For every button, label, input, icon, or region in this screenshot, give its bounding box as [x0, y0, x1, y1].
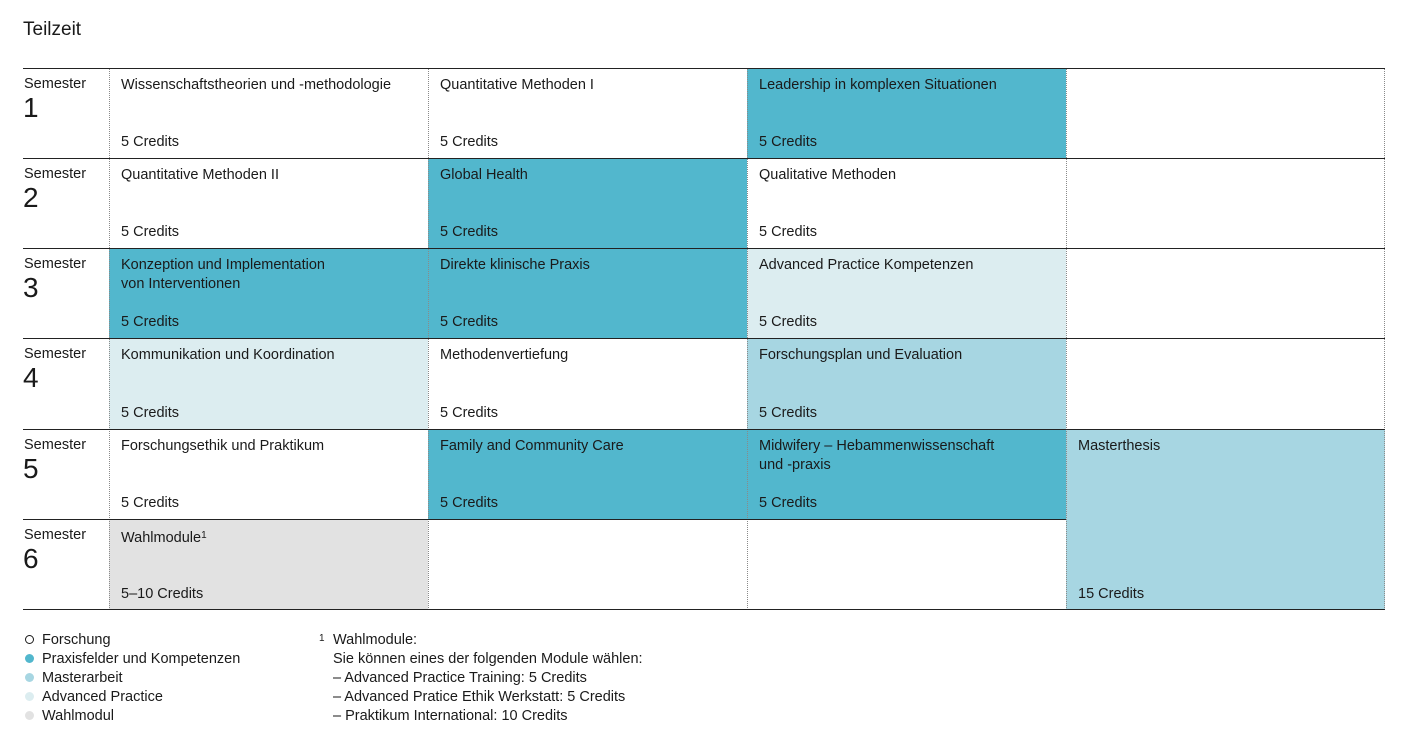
semester-word: Semester: [24, 437, 87, 453]
module-name: Direkte klinische Praxis: [440, 257, 590, 273]
module-credits: 5 Credits: [121, 134, 180, 150]
semester-word: Semester: [24, 346, 87, 362]
module-cell: [109, 519, 428, 610]
column-divider: [109, 68, 110, 610]
module-credits: 5 Credits: [440, 224, 499, 240]
module-name: Advanced Practice Kompetenzen: [759, 257, 974, 273]
module-name: Leadership in komplexen Situationen: [759, 77, 997, 93]
semester-number: 2: [23, 182, 39, 213]
module-cell: [109, 338, 428, 429]
column-divider: [1384, 68, 1385, 610]
module-name-line-1: Midwifery – Hebammenwissenschaft: [759, 438, 995, 454]
semester-word: Semester: [24, 256, 87, 272]
legend-label: Praxisfelder und Kompetenzen: [42, 651, 241, 667]
legend-label: Forschung: [42, 632, 111, 648]
module-name: Quantitative Methoden I: [440, 77, 594, 93]
module-cell: [428, 429, 747, 519]
semester-word: Semester: [24, 527, 87, 543]
circle-filled-icon: [25, 711, 34, 720]
module-credits: 5 Credits: [121, 495, 180, 511]
module-name: Quantitative Methoden II: [121, 167, 279, 183]
module-cell: [109, 158, 428, 248]
row-divider: [23, 429, 1385, 430]
module-cell: [109, 68, 428, 158]
row-divider: [23, 609, 1385, 610]
module-name: [121, 256, 325, 293]
module-cell: [747, 248, 1066, 338]
module-cell: [428, 158, 747, 248]
circle-filled-icon: [25, 673, 34, 682]
module-name: Forschungsethik und Praktikum: [121, 438, 325, 454]
legend-label: Masterarbeit: [42, 670, 123, 686]
module-cell: [747, 338, 1066, 429]
footnote-line: Wahlmodule:: [333, 632, 418, 648]
semester-5-label: [23, 429, 109, 519]
semester-word: Semester: [24, 76, 87, 92]
module-credits: 5 Credits: [440, 495, 499, 511]
circle-filled-icon: [25, 654, 34, 663]
module-name-line-2: von Interventionen: [121, 275, 241, 292]
footnote-line: – Advanced Pratice Ethik Werkstatt: 5 Credits: [333, 689, 626, 705]
module-cell: [428, 338, 747, 429]
module-name-line-1: Konzeption und Implementation: [121, 257, 325, 273]
module-name: Forschungsplan und Evaluation: [759, 347, 963, 363]
module-cell: [109, 248, 428, 338]
module-credits: 5 Credits: [121, 405, 180, 421]
legend-label: Wahlmodul: [42, 708, 114, 724]
row-divider: [23, 248, 1385, 249]
module-credits: 5 Credits: [759, 134, 818, 150]
module-name: Methodenvertiefung: [440, 347, 569, 363]
column-divider: [747, 68, 748, 610]
module-name: Wissenschaftstheorien und -methodologie: [121, 77, 392, 93]
module-credits: 5 Credits: [121, 224, 180, 240]
module-cell: [428, 68, 747, 158]
module-credits: 5 Credits: [759, 224, 818, 240]
footnote-marker: 1: [201, 530, 207, 541]
semester-number: 1: [23, 92, 39, 123]
footnote-line: Sie können eines der folgenden Module wählen:: [333, 651, 643, 667]
module-name: Global Health: [440, 167, 528, 183]
footnote-line: – Advanced Practice Training: 5 Credits: [333, 670, 587, 686]
module-name: [121, 527, 207, 548]
semester-6-label: [23, 519, 109, 610]
module-cell: [747, 429, 1066, 519]
module-name: Qualitative Methoden: [759, 167, 897, 183]
semester-4-label: [23, 338, 109, 429]
module-name-line-2: und -praxis: [759, 456, 831, 473]
row-divider: [23, 338, 1385, 339]
column-divider: [428, 68, 429, 610]
row-divider: [23, 68, 1385, 69]
module-name: Masterthesis: [1078, 438, 1161, 454]
module-cell: [428, 248, 747, 338]
legend-label: Advanced Practice: [42, 689, 163, 705]
circle-outline-icon: [25, 635, 34, 644]
row-divider: [23, 519, 1066, 520]
module-credits: 5 Credits: [759, 405, 818, 421]
semester-3-label: [23, 248, 109, 338]
module-credits: 5 Credits: [759, 495, 818, 511]
masterthesis-cell: [1066, 429, 1385, 610]
row-divider: [23, 158, 1385, 159]
module-credits: 5–10 Credits: [121, 586, 204, 602]
module-cell: [747, 68, 1066, 158]
semester-1-label: [23, 68, 109, 158]
module-credits: 5 Credits: [759, 314, 818, 330]
semester-number: 5: [23, 453, 39, 484]
module-credits: 15 Credits: [1078, 586, 1145, 602]
module-credits: 5 Credits: [440, 314, 499, 330]
module-name: Family and Community Care: [440, 438, 624, 454]
module-cell: [109, 429, 428, 519]
module-name: Kommunikation und Koordination: [121, 347, 335, 363]
semester-number: 6: [23, 543, 39, 574]
circle-filled-icon: [25, 692, 34, 701]
module-name: [759, 437, 994, 474]
semester-word: Semester: [24, 166, 87, 182]
curriculum-grid: [23, 68, 1385, 610]
footnote-line: – Praktikum International: 10 Credits: [333, 708, 568, 724]
column-divider: [1066, 68, 1067, 610]
module-credits: 5 Credits: [440, 405, 499, 421]
page-title: Teilzeit: [23, 19, 82, 40]
wahlmodule-name: Wahlmodule: [121, 530, 202, 546]
footnote-mark: 1: [319, 633, 325, 644]
semester-number: 4: [23, 362, 39, 393]
semester-2-label: [23, 158, 109, 248]
semester-number: 3: [23, 272, 39, 303]
module-credits: 5 Credits: [440, 134, 499, 150]
module-credits: 5 Credits: [121, 314, 180, 330]
footnote-text: [333, 631, 643, 726]
module-cell: [747, 158, 1066, 248]
